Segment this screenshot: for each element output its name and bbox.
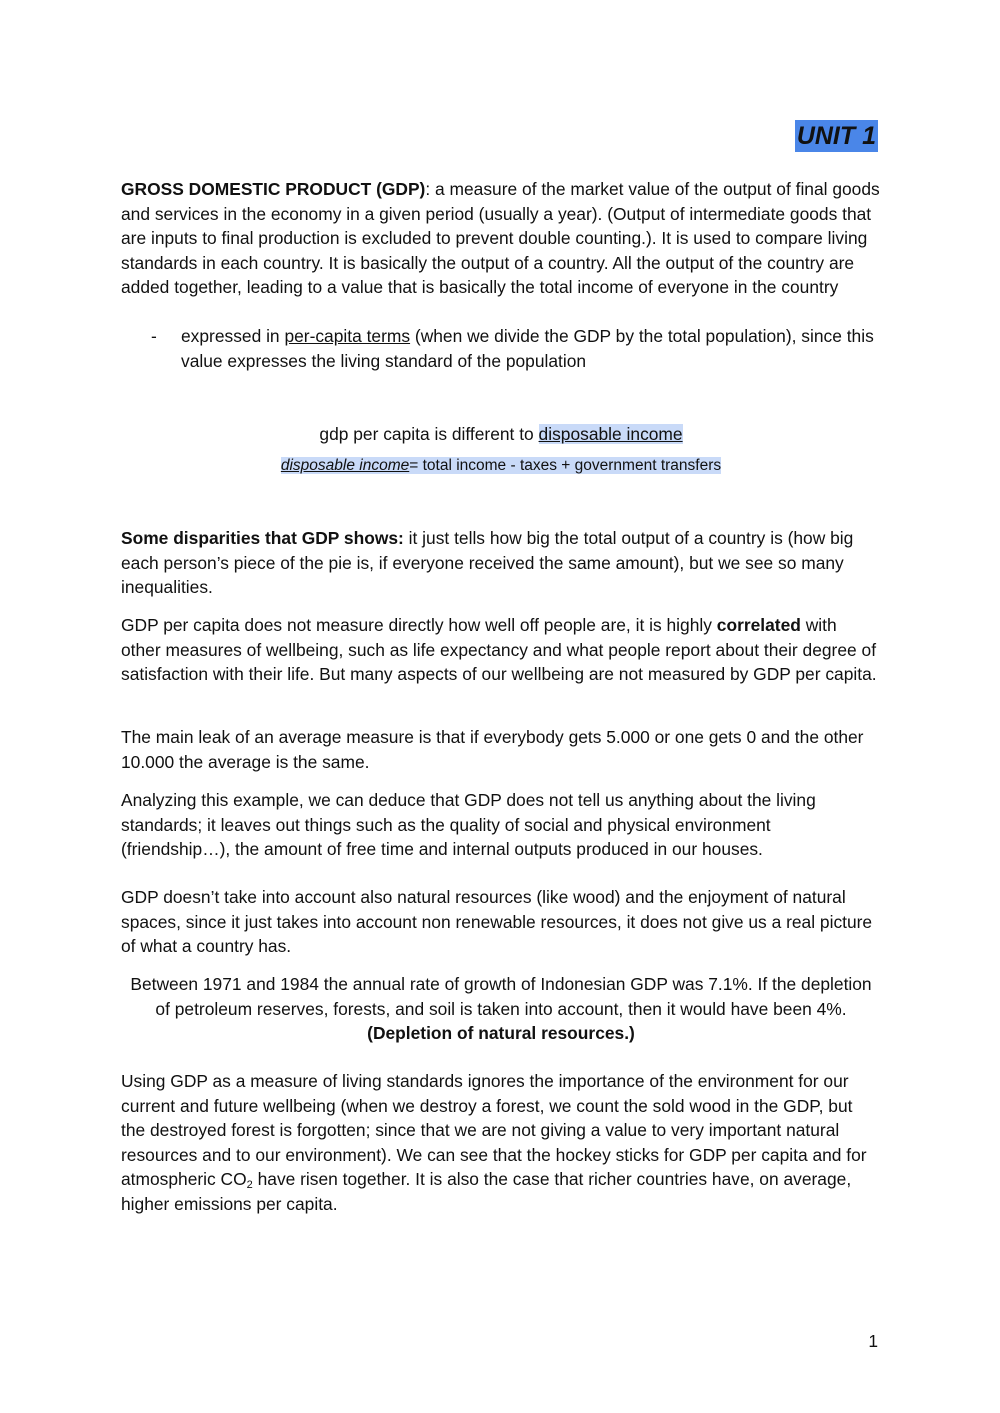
bullet-text [181,324,881,373]
disparities-lead: Some disparities that GDP shows: [121,528,404,548]
indonesia-example [121,972,881,1046]
co2-subscript: 2 [246,1179,253,1191]
wellbeing-paragraph [121,613,881,687]
comparison-line [121,422,881,447]
page-number: 1 [868,1331,878,1351]
formula-term: disposable income [280,457,410,474]
disparities-text: it just tells how big the total output of a country is (how big each person’s piece of the pie is, if everyone received the same amount), but we see so many inequalities. [121,528,854,597]
disposable-income-highlight: disposable income [538,424,683,444]
correlated-bold: correlated [716,615,801,635]
formula-rest: = total income - taxes + government transfers [409,457,722,474]
disposable-income-formula [121,455,881,477]
bullet-marker: - [151,326,157,346]
wellbeing-text-start: GDP per capita does not measure directly how well off people are, it is highly [121,615,717,635]
gdp-term: GROSS DOMESTIC PRODUCT (GDP) [121,179,426,199]
analyzing-paragraph: Analyzing this example, we can deduce that GDP does not tell us anything about the living standards; it leaves out things such as the quality of social and physical environment (friendship…), the amount of free time and internal outputs produced in our houses. [121,790,816,859]
environment-text-start: Using GDP as a measure of living standards ignores the importance of the environment for our current and future wellbeing (when we destroy a forest, we count the sold wood in the GDP, but the destroyed forest is forgotten; since that we are not giving a value to very important natural resources and to our environment). We can see that the hockey sticks for GDP per capita and for atmospheric CO [121,1071,867,1189]
environment-paragraph [121,1069,881,1216]
bullet-text-end: (when we divide the GDP by the total population), since this value expresses the living standard of the population [181,326,874,371]
per-capita-terms-link: per-capita terms [284,326,411,346]
gdp-definition-paragraph [121,177,881,300]
environment-text-end: have risen together. It is also the case that richer countries have, on average, higher emissions per capita. [121,1169,852,1214]
comparison-text: gdp per capita is different to [319,424,539,444]
wellbeing-text-end: with other measures of wellbeing, such as life expectancy and what people report about their degree of satisfaction with their life. But many aspects of our wellbeing are not measured by GDP per capita. [121,615,877,684]
natural-resources-paragraph: GDP doesn’t take into account also natural resources (like wood) and the enjoyment of natural spaces, since it just takes into account non renewable resources, it does not give us a real picture of what a country has. [121,887,873,956]
disparities-paragraph [121,526,881,600]
average-leak-paragraph: The main leak of an average measure is that if everybody gets 5.000 or one gets 0 and the other 10.000 the average is the same. [121,727,864,772]
bullet-text-start: expressed in [181,326,285,346]
unit-title: UNIT 1 [796,122,876,150]
gdp-definition-text: : a measure of the market value of the output of final goods and services in the economy in a given period (usually a year). (Output of intermediate goods that are inputs to final production is excluded to prevent double counting.). It is used to compare living standards in each country. It is basically the output of a country. All the output of the country are added together, leading to a value that is basically the total income of everyone in the country [121,179,880,297]
indonesia-text: Between 1971 and 1984 the annual rate of growth of Indonesian GDP was 7.1%. If the depletion of petroleum reserves, forests, and soil is taken into account, then it would have been 4%. [130,974,872,1019]
depletion-bold: (Depletion of natural resources.) [367,1023,635,1043]
